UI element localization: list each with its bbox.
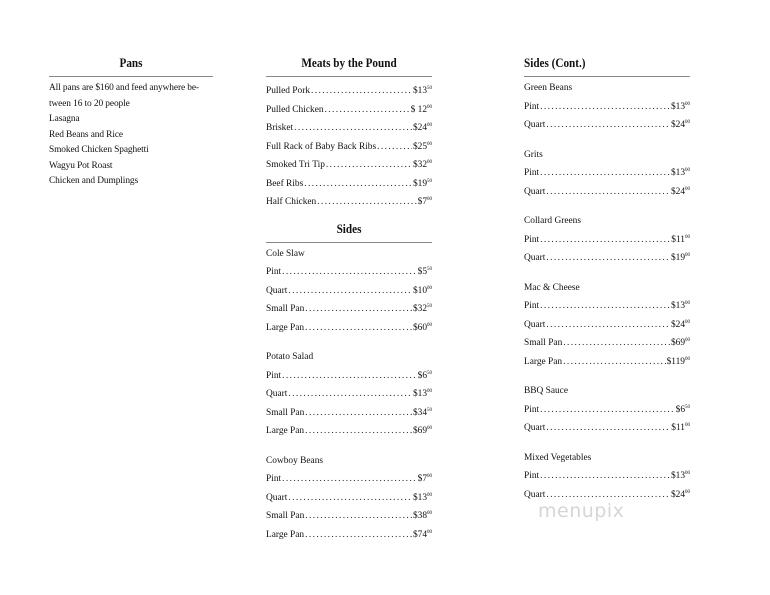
pans-item-chicken-spaghetti: Smoked Chicken Spaghetti: [49, 145, 149, 155]
menu-item: [266, 100, 432, 119]
item-name: Quart: [524, 253, 546, 263]
item-price: $\$24^{00}$: [412, 123, 432, 133]
leader-dots: [317, 195, 416, 211]
item-name: Pint: [524, 471, 540, 481]
menu-item: [266, 384, 432, 403]
item-price: $\$24^{00}$: [670, 489, 690, 500]
side-group-title: Cole Slaw: [266, 248, 305, 259]
pans-item-red-beans: Red Beans and Rice: [49, 129, 123, 140]
item-price: $\$19^{50}$: [412, 178, 432, 189]
pans-item-pot-roast: Wagyu Pot Roast: [49, 160, 113, 171]
leader-dots: [563, 336, 670, 352]
item-price: $\$19^{00}$: [670, 253, 690, 263]
sides-heading: Sides: [336, 220, 362, 236]
leader-dots: [540, 469, 670, 485]
item-price: $\$69^{00}$: [412, 426, 432, 436]
item-price: $\$11^{00}$: [671, 423, 690, 433]
leader-dots: [305, 302, 412, 318]
item-price: $\$6^{50}$: [675, 404, 690, 415]
item-price: $\$13^{00}$: [412, 389, 432, 399]
item-name: Small Pan: [524, 338, 563, 348]
item-name: Pint: [524, 301, 540, 311]
pans-heading: Pans: [119, 55, 143, 70]
item-name: Quart: [524, 120, 546, 130]
item-name: Pint: [524, 101, 540, 112]
item-price: $\$32^{00}$: [412, 160, 432, 170]
item-name: Quart: [266, 492, 288, 503]
pans-item-chicken-dumplings: Chicken and Dumplings: [49, 176, 139, 186]
item-name: Large Pan: [524, 356, 563, 367]
item-name: Pint: [524, 168, 540, 178]
item-price: $\$7^{00}$: [417, 474, 432, 484]
item-name: Pint: [266, 267, 282, 277]
leader-dots: [326, 158, 412, 174]
menu-item: [266, 469, 432, 488]
item-name: Quart: [266, 389, 288, 399]
item-price: $\$24^{00}$: [670, 120, 690, 130]
side-group-title: Potato Salad: [266, 352, 314, 362]
leader-dots: [305, 406, 412, 422]
item-price: $\$13^{50}$: [412, 86, 432, 96]
sides-cont-heading: Sides (Cont.): [524, 55, 586, 70]
leader-dots: [305, 528, 412, 544]
item-price: $\$69^{00}$: [670, 338, 690, 348]
item-name: Pint: [266, 370, 282, 381]
item-name: Pint: [266, 474, 282, 484]
menu-item: [266, 137, 432, 156]
leader-dots: [282, 265, 417, 281]
item-price: $\$11^{00}$: [671, 234, 690, 245]
item-name: Quart: [524, 319, 546, 330]
menu-item: [266, 488, 432, 507]
sides-cont-divider: [524, 76, 690, 77]
menupix-watermark: menupix: [538, 500, 625, 522]
item-name: Large Pan: [266, 529, 305, 540]
side-group-title: Mixed Vegetables: [524, 452, 592, 463]
item-name: Small Pan: [266, 511, 305, 521]
menu-item: [266, 318, 432, 337]
item-price: $\$74^{00}$: [412, 529, 432, 540]
menu-item: [266, 192, 432, 211]
menu-item: [524, 315, 690, 334]
menu-item: [266, 262, 432, 281]
leader-dots: [546, 185, 670, 201]
menu-item: [524, 333, 690, 352]
leader-dots: [288, 387, 412, 403]
item-name: Pint: [524, 404, 540, 415]
leader-dots: [546, 118, 670, 134]
menu-item: [524, 466, 690, 485]
menu-item: [266, 366, 432, 385]
leader-dots: [540, 100, 670, 116]
item-name: Smoked Tri Tip: [266, 160, 325, 170]
leader-dots: [546, 251, 670, 267]
item-name: Brisket: [266, 123, 294, 133]
item-name: Beef Ribs: [266, 178, 304, 189]
leader-dots: [294, 121, 412, 137]
item-price: $\$7^{00}$: [417, 197, 432, 207]
leader-dots: [311, 84, 412, 100]
leader-dots: [305, 509, 412, 525]
menu-item: [266, 299, 432, 318]
leader-dots: [540, 299, 670, 315]
item-name: Small Pan: [266, 304, 305, 314]
item-price: $\$13^{00}$: [412, 492, 432, 503]
menu-item: [524, 352, 690, 371]
pans-item-lasagna: Lasagna: [49, 114, 80, 124]
sides-divider: [266, 242, 432, 243]
item-price: $\$5^{50}$: [417, 267, 432, 277]
leader-dots: [288, 491, 412, 507]
leader-dots: [282, 369, 417, 385]
menu-item: [266, 174, 432, 193]
leader-dots: [305, 321, 412, 337]
leader-dots: [540, 166, 670, 182]
side-group-title: Collard Greens: [524, 216, 582, 226]
pans-note-line-1: All pans are $160 and feed anywhere be-: [49, 83, 199, 93]
item-name: Large Pan: [266, 426, 305, 436]
item-price: $\$25^{00}$: [412, 141, 432, 152]
pans-note-line-2: tween 16 to 20 people: [49, 98, 130, 109]
menu-item: [266, 403, 432, 422]
menu-item: [524, 97, 690, 116]
item-name: Full Rack of Baby Back Ribs: [266, 141, 377, 152]
item-name: Pulled Pork: [266, 86, 311, 96]
item-price: $\$24^{00}$: [670, 319, 690, 330]
item-price: $\$10^{00}$: [412, 285, 432, 296]
item-price: $\$13^{00}$: [670, 101, 690, 112]
meats-sides-section: [266, 55, 432, 543]
leader-dots: [546, 421, 670, 437]
leader-dots: [304, 177, 412, 193]
item-name: Quart: [266, 285, 288, 296]
menu-item: [266, 506, 432, 525]
menu-item: [524, 163, 690, 182]
pans-divider: [49, 76, 213, 77]
leader-dots: [305, 424, 412, 440]
menu-item: [266, 81, 432, 100]
menu-item: [524, 296, 690, 315]
menu-item: [524, 115, 690, 134]
leader-dots: [288, 284, 412, 300]
item-name: Quart: [524, 489, 546, 500]
item-price: $\$13^{00}$: [670, 471, 690, 481]
item-price: $\$24^{00}$: [670, 186, 690, 197]
item-name: Quart: [524, 186, 546, 197]
item-name: Half Chicken: [266, 197, 317, 207]
meats-heading: Meats by the Pound: [301, 55, 397, 70]
side-group-title: Cowboy Beans: [266, 455, 324, 466]
item-price: $\$38^{00}$: [412, 511, 432, 521]
menu-item: [524, 248, 690, 267]
item-price: $\$119^{00}$: [666, 356, 690, 367]
item-name: Small Pan: [266, 407, 305, 418]
menu-item: [266, 421, 432, 440]
item-name: Pulled Chicken: [266, 104, 324, 115]
menu-item: [524, 418, 690, 437]
pans-section: [49, 55, 213, 190]
item-name: Quart: [524, 423, 546, 433]
item-price: $\$32^{50}$: [412, 304, 432, 314]
menu-item: [266, 118, 432, 137]
leader-dots: [282, 472, 417, 488]
menu-item: [524, 400, 690, 419]
leader-dots: [540, 403, 675, 419]
sides-cont-section: [524, 55, 690, 503]
item-price: $\$34^{50}$: [412, 407, 432, 418]
leader-dots: [546, 318, 670, 334]
side-group-title: BBQ Sauce: [524, 386, 569, 396]
leader-dots: [325, 103, 410, 119]
item-price: $\$13^{00}$: [670, 301, 690, 311]
item-price: $\$6^{50}$: [417, 370, 432, 381]
side-group-title: Mac & Cheese: [524, 282, 580, 293]
item-price: $\$60^{00}$: [412, 322, 432, 333]
meats-divider: [266, 76, 432, 77]
menu-item: [266, 525, 432, 544]
item-name: Large Pan: [266, 322, 305, 333]
menu-item: [266, 281, 432, 300]
item-price: $\$13^{00}$: [670, 168, 690, 178]
menu-item: [524, 230, 690, 249]
menu-item: [266, 155, 432, 174]
side-group-title: Green Beans: [524, 83, 573, 93]
side-group-title: Grits: [524, 149, 543, 160]
leader-dots: [540, 233, 670, 249]
menu-item: [524, 182, 690, 201]
item-price: $ $12^{00}$: [410, 104, 432, 115]
leader-dots: [563, 355, 665, 371]
item-name: Pint: [524, 234, 540, 245]
leader-dots: [377, 140, 412, 156]
